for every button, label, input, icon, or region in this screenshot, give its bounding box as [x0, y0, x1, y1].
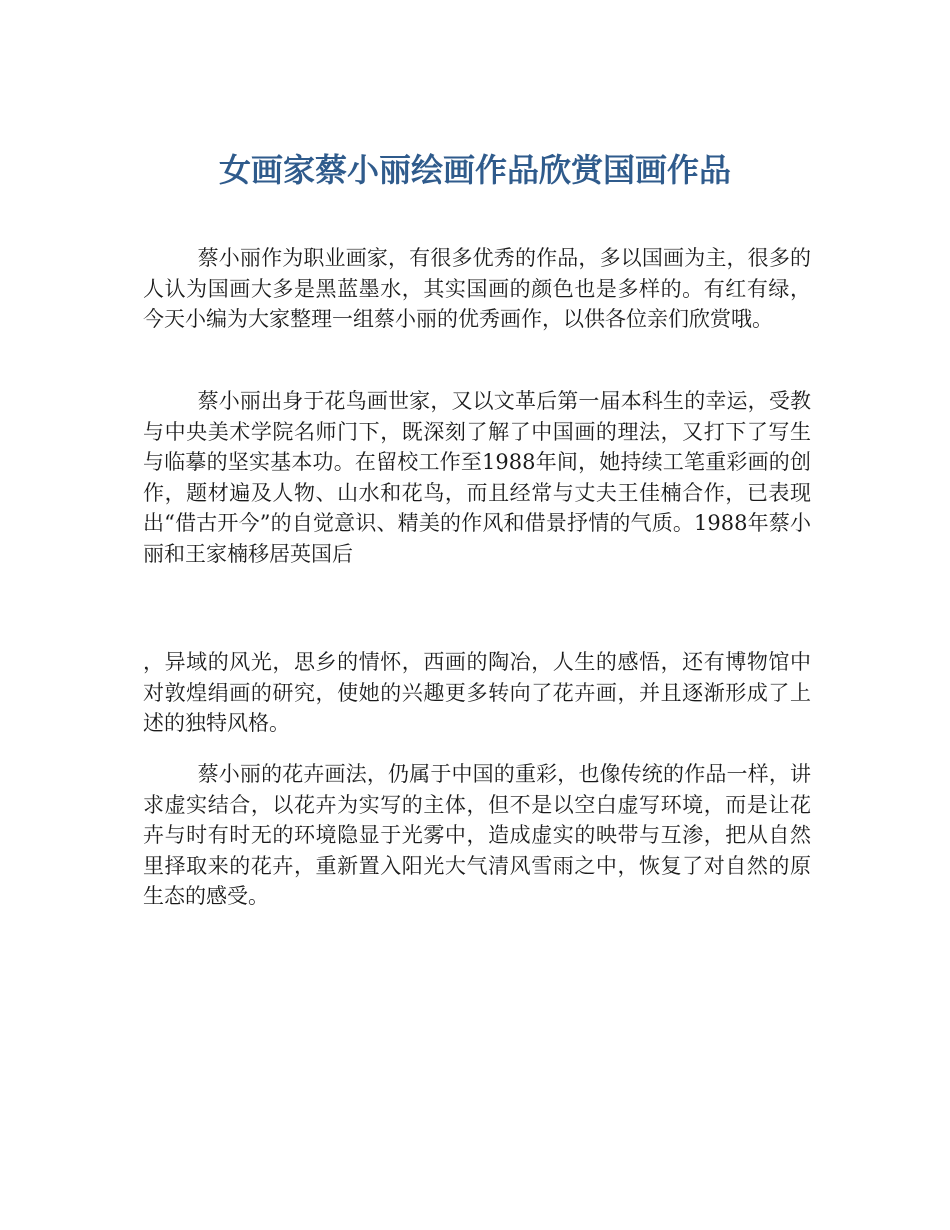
- page-title: 女画家蔡小丽绘画作品欣赏国画作品: [218, 151, 731, 189]
- paragraph-continuation: ，异域的风光，思乡的情怀，西画的陶冶，人生的感悟，还有博物馆中对敦煌绢画的研究，使她的兴趣更多转向了花卉画，并且逐渐形成了上述的独特风格。: [143, 650, 811, 735]
- paragraph-intro: 蔡小丽作为职业画家，有很多优秀的作品，多以国画为主，很多的人认为国画大多是黑蓝墨水，其实国画的颜色也是多样的。有红有绿，今天小编为大家整理一组蔡小丽的优秀画作，以供各位亲们欣赏哦。: [143, 246, 811, 331]
- paragraph-background: 蔡小丽出身于花鸟画世家，又以文革后第一届本科生的幸运，受教与中央美术学院名师门下，既深刻了解了中国画的理法，又打下了写生与临摹的坚实基本功。在留校工作至1988年间，她持续工笔重彩画的创作，题材遍及人物、山水和花鸟，而且经常与丈夫王佳楠合作，已表现出“借古开今”的自觉意识、精美的作风和借景抒情的气质。1988年蔡小丽和王家楠移居英国后: [143, 389, 811, 566]
- paragraph-technique: 蔡小丽的花卉画法，仍属于中国的重彩，也像传统的作品一样，讲求虚实结合，以花卉为实写的主体，但不是以空白虚写环境，而是让花卉与时有时无的环境隐显于光雾中，造成虚实的映带与互渗，把从自然里择取来的花卉，重新置入阳光大气清风雪雨之中，恢复了对自然的原生态的感受。: [143, 762, 811, 908]
